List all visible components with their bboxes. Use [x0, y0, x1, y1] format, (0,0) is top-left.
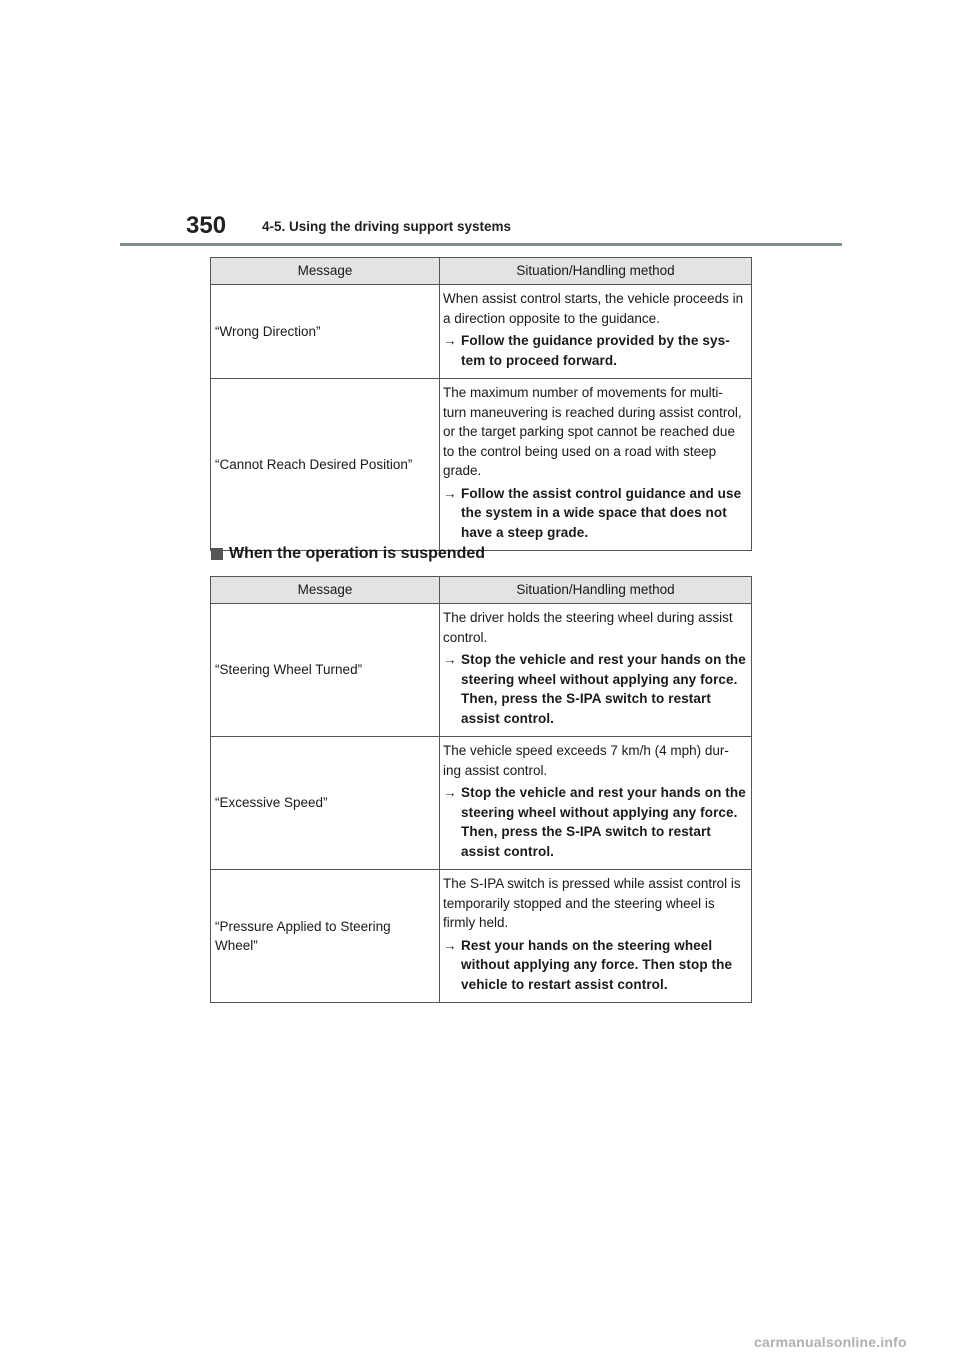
- column-header-situation: Situation/Handling method: [440, 258, 752, 285]
- handling-method: [443, 484, 746, 543]
- situation-description: The driver holds the steering wheel during assist control.: [443, 610, 733, 645]
- message-table-1: [210, 257, 752, 551]
- message-cell: “Steering Wheel Turned”: [211, 604, 440, 737]
- table-row: [211, 737, 752, 870]
- arrow-right-icon: →: [443, 785, 457, 800]
- table-row: [211, 604, 752, 737]
- situation-description: When assist control starts, the vehicle proceeds in a direction opposite to the guidance.: [443, 291, 744, 326]
- subheading-text: When the operation is suspended: [229, 545, 486, 562]
- table-header-row: [211, 258, 752, 285]
- subheading: [211, 545, 485, 563]
- handling-text: Stop the vehicle and rest your hands on the steering wheel without applying any force. Then, press the S-IPA switch to restart assist control.: [461, 785, 746, 859]
- handling-method: [443, 331, 746, 370]
- handling-text: Rest your hands on the steering wheel without applying any force. Then stop the vehicle to restart assist control.: [461, 937, 733, 992]
- situation-description: The vehicle speed exceeds 7 km/h (4 mph) dur-ing assist control.: [443, 743, 729, 778]
- arrow-right-icon: →: [443, 652, 457, 667]
- situation-description: The S-IPA switch is pressed while assist control is temporarily stopped and the steering wheel is firmly held.: [443, 876, 741, 930]
- message-cell: “Wrong Direction”: [211, 285, 440, 379]
- handling-text: Follow the assist control guidance and use the system in a wide space that does not have a steep grade.: [461, 485, 742, 540]
- handling-method: [443, 936, 746, 995]
- column-header-message: Message: [211, 577, 440, 604]
- square-bullet-icon: [211, 548, 223, 560]
- table-row: [211, 870, 752, 1003]
- column-header-message: Message: [211, 258, 440, 285]
- handling-method: [443, 650, 746, 728]
- message-table-2: [210, 576, 752, 1003]
- situation-cell: [440, 737, 752, 870]
- arrow-right-icon: →: [443, 333, 457, 348]
- handling-method: [443, 783, 746, 861]
- situation-cell: [440, 870, 752, 1003]
- watermark-link[interactable]: carmanualsonline.info: [754, 1334, 907, 1350]
- table-row: [211, 379, 752, 551]
- table-row: [211, 285, 752, 379]
- arrow-right-icon: →: [443, 485, 457, 501]
- situation-cell: [440, 379, 752, 551]
- handling-text: Follow the guidance provided by the sys-tem to proceed forward.: [461, 333, 730, 368]
- situation-description: The maximum number of movements for multi-turn maneuvering is reached during assist control, or the target parking spot cannot be reached due to the control being used on a road with steep grade.: [443, 385, 742, 478]
- handling-text: Stop the vehicle and rest your hands on the steering wheel without applying any force. Then, press the S-IPA switch to restart assist control.: [461, 652, 746, 726]
- arrow-right-icon: →: [443, 937, 457, 953]
- message-cell: “Pressure Applied to Steering Wheel”: [211, 870, 440, 1003]
- header-rule: [120, 243, 842, 246]
- column-header-situation: Situation/Handling method: [440, 577, 752, 604]
- situation-cell: [440, 604, 752, 737]
- section-title: 4-5. Using the driving support systems: [262, 219, 512, 234]
- page-number: 350: [186, 212, 227, 239]
- table-header-row: [211, 577, 752, 604]
- situation-cell: [440, 285, 752, 379]
- message-cell: “Excessive Speed”: [211, 737, 440, 870]
- message-cell: “Cannot Reach Desired Position”: [211, 379, 440, 551]
